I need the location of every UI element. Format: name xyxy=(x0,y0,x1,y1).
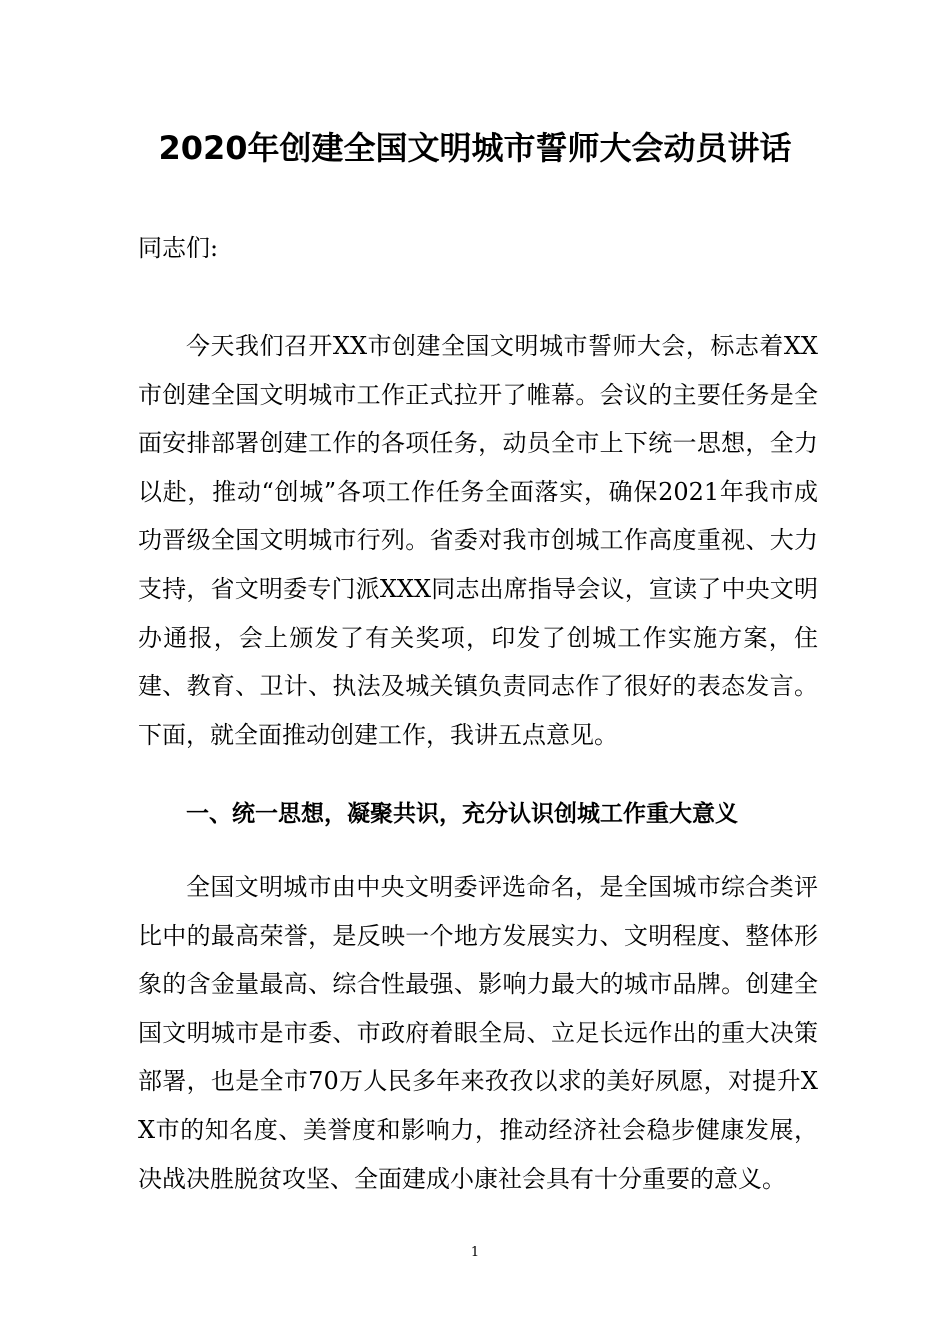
document-title: 2020年创建全国文明城市誓师大会动员讲话 xyxy=(158,129,792,167)
section-heading: 一、统一思想，凝聚共识，充分认识创城工作重大意义 xyxy=(186,801,738,827)
salutation: 同志们: xyxy=(138,234,219,262)
paragraph-significance: 全国文明城市由中央文明委评选命名，是全国城市综合类评比中的最高荣誉，是反映一个地方发展实力、文明程度、整体形象的含金量最高、综合性最强、影响力最大的城市品牌。创建全国文明城市是市委、市政府着眼全局、立足长远作出的重大决策部署，也是全市70万人民多年来孜孜以求的美好夙愿，对提升XX市的知名度、美誉度和影响力，推动经济社会稳步健康发展，决战决胜脱贫攻坚、全面建成小康社会具有十分重要的意义。 xyxy=(138,873,818,1193)
paragraph-intro: 今天我们召开XX市创建全国文明城市誓师大会，标志着XX市创建全国文明城市工作正式拉开了帷幕。会议的主要任务是全面安排部署创建工作的各项任务，动员全市上下统一思想，全力以赴，推动“创城”各项工作任务全面落实，确保2021年我市成功晋级全国文明城市行列。省委对我市创城工作高度重视、大力支持，省文明委专门派XXX同志出席指导会议，宣读了中央文明办通报，会上颁发了有关奖项，印发了创城工作实施方案，住建、教育、卫计、执法及城关镇负责同志作了很好的表态发言。下面，就全面推动创建工作，我讲五点意见。 xyxy=(138,332,818,749)
page-number: 1 xyxy=(470,1245,480,1260)
